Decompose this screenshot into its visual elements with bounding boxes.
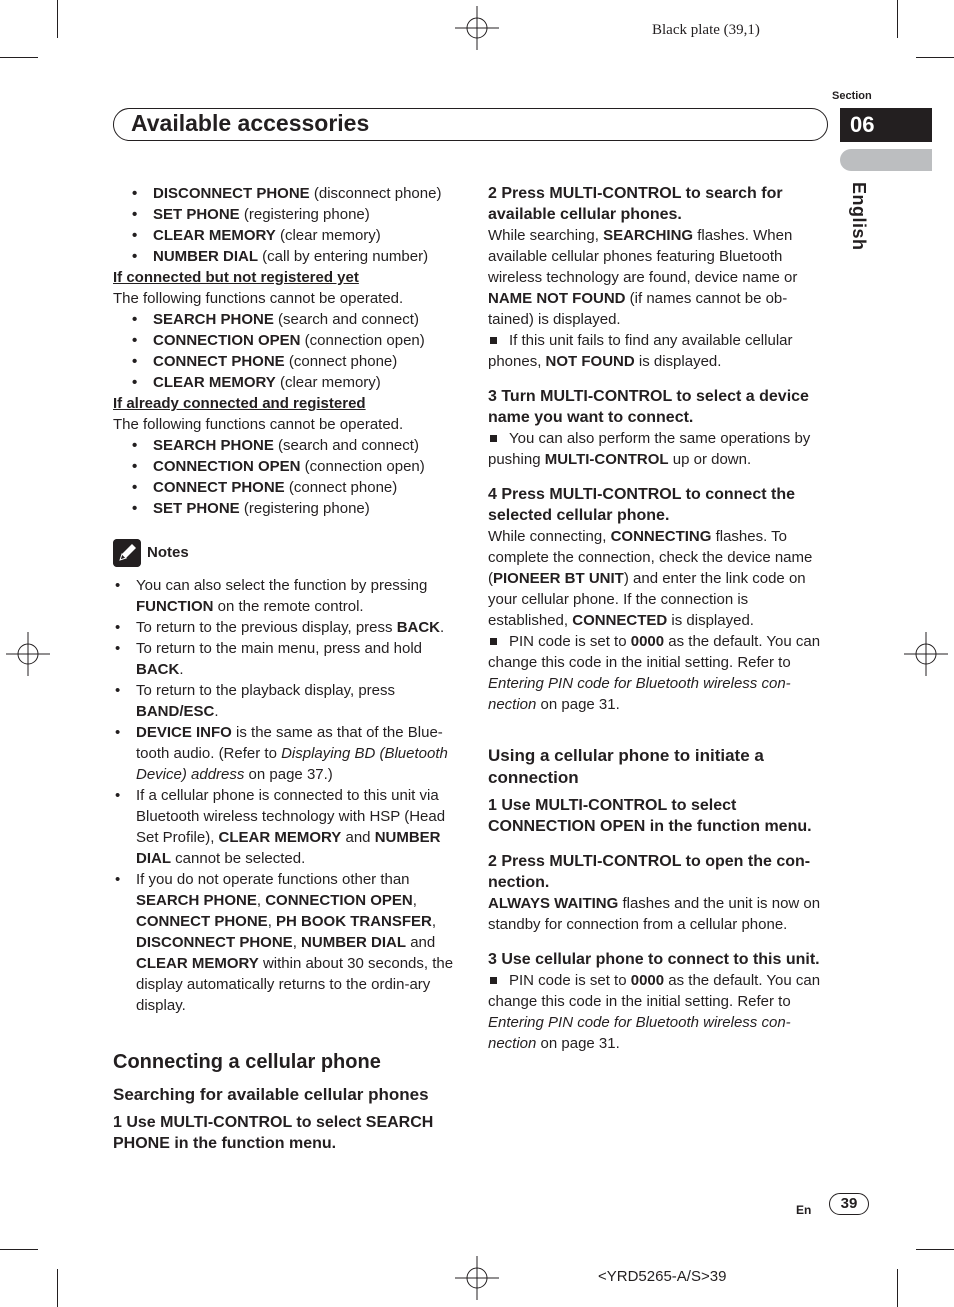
crop-mark	[57, 1269, 58, 1307]
list-item: • CONNECTION OPEN (connection open)	[113, 330, 458, 351]
paragraph: While connecting, CONNECTING flashes. To complete the connection, check the device name (PIONEER BT UNIT) and enter the link code on your cellular phone. If the connection is established, CONNECTED is displayed.	[488, 528, 813, 629]
list-item: • To return to the previous display, press BACK.	[113, 617, 458, 638]
list-item: • You can also select the function by pressing FUNCTION on the remote control.	[113, 575, 458, 617]
step-heading: 1 Use MULTI-CONTROL to select SEARCH PHONE in the function menu.	[113, 1114, 434, 1152]
paragraph: ALWAYS WAITING flashes and the unit is now on standby for connection from a cellular phone.	[488, 895, 821, 933]
paragraph: The following functions cannot be operated.	[113, 290, 404, 307]
step-heading: 3 Turn MULTI-CONTROL to select a device name you want to connect.	[488, 388, 809, 426]
crop-mark	[57, 0, 58, 38]
language-label: English	[849, 182, 869, 251]
list-item: • NUMBER DIAL (call by entering number)	[113, 246, 458, 267]
notes-label: Notes	[147, 544, 189, 561]
function-list	[113, 309, 458, 393]
function-list	[113, 183, 458, 267]
notes-header	[113, 539, 458, 569]
registration-mark-icon	[904, 632, 948, 676]
step-heading: 4 Press MULTI-CONTROL to connect the selected cellular phone.	[488, 486, 795, 524]
list-item: • CONNECT PHONE (connect phone)	[113, 477, 458, 498]
crop-mark	[916, 1249, 954, 1250]
step-heading: 1 Use MULTI-CONTROL to select CONNECTION OPEN in the function menu.	[488, 797, 812, 835]
square-bullet-icon	[490, 638, 497, 645]
list-item: • CONNECTION OPEN (connection open)	[113, 456, 458, 477]
square-bullet-icon	[490, 435, 497, 442]
crop-mark	[0, 57, 38, 58]
note-paragraph: You can also perform the same operations by pushing MULTI-CONTROL up or down.	[488, 430, 811, 468]
page-title: Available accessories	[131, 110, 370, 136]
crop-mark	[897, 1269, 898, 1307]
list-item: • If a cellular phone is connected to this unit via Bluetooth wireless technology with HSP (Head Set Profile), CLEAR MEMORY and NUMBER DIAL cannot be selected.	[113, 785, 458, 869]
crop-mark	[916, 57, 954, 58]
paragraph: While searching, SEARCHING flashes. When available cellular phones featuring Bluetooth wireless technology are found, device name or NAME NOT FOUND (if names cannot be ob-tained) is displayed.	[488, 227, 798, 328]
section-label: Section	[832, 90, 872, 102]
paragraph: The following functions cannot be operated.	[113, 416, 404, 433]
list-item: • SEARCH PHONE (search and connect)	[113, 309, 458, 330]
registration-mark-icon	[455, 6, 499, 50]
registration-mark-icon	[455, 1256, 499, 1300]
language-code: En	[796, 1203, 812, 1217]
registration-mark-icon	[6, 632, 50, 676]
notes-list	[113, 575, 458, 1016]
list-item: • SEARCH PHONE (search and connect)	[113, 435, 458, 456]
left-column	[113, 183, 458, 1154]
note-paragraph: PIN code is set to 0000 as the default. You can change this code in the initial setting. Refer to Entering PIN code for Bluetooth wireless con-nection on page 31.	[488, 633, 821, 713]
crop-mark	[0, 1249, 38, 1250]
list-item: • If you do not operate functions other than SEARCH PHONE, CONNECTION OPEN, CONNECT PHONE, PH BOOK TRANSFER, DISCONNECT PHONE, NUMBER DIAL and CLEAR MEMORY within about 30 seconds, the display automatically returns to the ordin-ary display.	[113, 869, 458, 1016]
plate-label: Black plate (39,1)	[652, 22, 760, 38]
section-number: 06	[840, 108, 932, 142]
list-item: • CONNECT PHONE (connect phone)	[113, 351, 458, 372]
list-item: • DEVICE INFO is the same as that of the Blue-tooth audio. (Refer to Displaying BD (Bluetooth Device) address on page 37.)	[113, 722, 458, 785]
square-bullet-icon	[490, 977, 497, 984]
subsection-heading: Using a cellular phone to initiate a connection	[488, 746, 764, 787]
list-item: • To return to the playback display, press BAND/ESC.	[113, 680, 458, 722]
list-item: • CLEAR MEMORY (clear memory)	[113, 225, 458, 246]
square-bullet-icon	[490, 337, 497, 344]
list-item: • DISCONNECT PHONE (disconnect phone)	[113, 183, 458, 204]
page-number: 39	[829, 1193, 869, 1215]
list-item: • SET PHONE (registering phone)	[113, 498, 458, 519]
function-list	[113, 435, 458, 519]
subsection-heading: Searching for available cellular phones	[113, 1085, 429, 1104]
step-heading: 2 Press MULTI-CONTROL to search for available cellular phones.	[488, 185, 783, 223]
note-paragraph: PIN code is set to 0000 as the default. You can change this code in the initial setting. Refer to Entering PIN code for Bluetooth wireless con-nection on page 31.	[488, 972, 821, 1052]
list-item: • SET PHONE (registering phone)	[113, 204, 458, 225]
section-heading: Connecting a cellular phone	[113, 1051, 381, 1073]
list-item: • To return to the main menu, press and hold BACK.	[113, 638, 458, 680]
document-code: <YRD5265-A/S>39	[598, 1268, 727, 1285]
subheading: If connected but not registered yet	[113, 269, 359, 286]
right-column	[488, 183, 830, 1054]
language-tab	[840, 149, 932, 171]
pencil-icon	[113, 539, 141, 567]
note-paragraph: If this unit fails to find any available cellular phones, NOT FOUND is displayed.	[488, 332, 793, 370]
crop-mark	[897, 0, 898, 38]
step-heading: 2 Press MULTI-CONTROL to open the con-nection.	[488, 853, 811, 891]
list-item: • CLEAR MEMORY (clear memory)	[113, 372, 458, 393]
subheading: If already connected and registered	[113, 395, 366, 412]
step-heading: 3 Use cellular phone to connect to this unit.	[488, 951, 820, 968]
